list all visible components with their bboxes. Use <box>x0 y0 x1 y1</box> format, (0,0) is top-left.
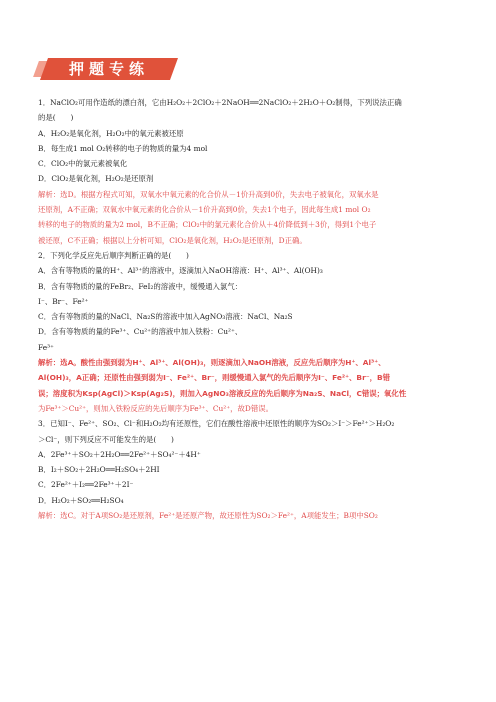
question-content <box>38 95 458 523</box>
q3-stem-line-2: ＞Cl⁻，则下列反应不可能发生的是( ) <box>38 434 174 444</box>
q1-option-d: D．ClO₂是氧化剂，H₂O₂是还原剂 <box>38 174 154 184</box>
q2-explanation-line-3: 误；溶度积为Ksp(AgCl)＞Ksp(Ag₂S)，则加入AgNO₃溶液反应的先后顺序为Na₂S、NaCl，C错误；氧化性 <box>38 388 407 398</box>
q2-option-a: A．含有等物质的量的H⁺、Al³⁺的溶液中，逐滴加入NaOH溶液：H⁺、Al³⁺、Al(OH)₃ <box>38 266 323 276</box>
q1-stem-line-2: 的是( ) <box>38 113 74 123</box>
q1-explanation-line-1: 解析：选D。根据方程式可知，双氧水中氧元素的化合价从－1价升高到0价，失去电子被氧化，双氧水是 <box>38 189 379 199</box>
q3-option-a: A．2Fe³⁺＋SO₂＋2H₂O══2Fe²⁺＋SO₄²⁻＋4H⁺ <box>38 449 201 459</box>
q3-stem-line-1: 3．已知I⁻、Fe²⁺、SO₂、Cl⁻和H₂O₂均有还原性，它们在酸性溶液中还原性的顺序为SO₂＞I⁻＞Fe²⁺＞H₂O₂ <box>38 419 395 429</box>
q2-option-b: B．含有等物质的量的FeBr₂、FeI₂的溶液中，缓慢通入氯气： <box>38 281 243 291</box>
q1-option-c: C．ClO₂中的氯元素被氧化 <box>38 159 128 169</box>
q3-option-b: B．I₂＋SO₂＋2H₂O══H₂SO₄＋2HI <box>38 465 160 475</box>
q3-option-c: C．2Fe²⁺＋I₂══2Fe³⁺＋2I⁻ <box>38 480 134 490</box>
q1-option-a: A．H₂O₂是氧化剂，H₂O₂中的氧元素被还原 <box>38 128 184 138</box>
q1-explanation-line-2: 还原剂，A不正确；双氧水中氧元素的化合价从－1价升高到0价，失去1个电子，因此每生成1 mol O₂ <box>38 205 371 215</box>
q1-stem-line-1: 1．NaClO₂可用作造纸的漂白剂，它由H₂O₂＋2ClO₂＋2NaOH══2NaClO₂＋2H₂O＋O₂制得，下列说法正确 <box>38 98 402 107</box>
q2-option-d-cont: Fe³⁺ <box>38 342 54 352</box>
q1-explanation-line-4: 被还原，C不正确；根据以上分析可知，ClO₂是氧化剂，H₂O₂是还原剂，D正确。 <box>38 235 307 245</box>
q2-explanation-line-4: 为Fe³⁺＞Cu²⁺，则加入铁粉反应的先后顺序为Fe³⁺、Cu²⁺，故D错误。 <box>38 403 274 413</box>
q2-option-d: D．含有等物质的量的Fe³⁺、Cu²⁺的溶液中加入铁粉：Cu²⁺、 <box>38 327 243 337</box>
q2-explanation-line-1: 解析：选A。酸性由强到弱为H⁺、Al³⁺、Al(OH)₃，则逐滴加入NaOH溶液，反应先后顺序为H⁺、Al³⁺、 <box>38 358 386 368</box>
q3-explanation-line-1: 解析：选C。对于A项SO₂是还原剂，Fe²⁺是还原产物，故还原性为SO₂＞Fe²⁺，A项能发生；B项中SO₂ <box>38 511 378 521</box>
q3-option-d: D．H₂O₂＋SO₂══H₂SO₄ <box>38 495 124 505</box>
q2-stem: 2．下列化学反应先后顺序判断正确的是( ) <box>38 250 189 260</box>
q1-explanation-line-3: 转移的电子的物质的量为2 mol，B不正确；ClO₂中的氯元素化合价从＋4价降低到＋3价，得到1个电子 <box>38 220 377 230</box>
q2-explanation-line-2: Al(OH)₃，A正确；还原性由强到弱为I⁻、Fe²⁺、Br⁻，则缓慢通入氯气的先后顺序为I⁻、Fe²⁺、Br⁻，B错 <box>38 373 391 383</box>
q2-option-b-cont: I⁻、Br⁻、Fe²⁺ <box>38 296 89 306</box>
banner-title: 押题专练 <box>68 60 149 78</box>
q1-option-b: B．每生成1 mol O₂转移的电子的物质的量为4 mol <box>38 143 208 153</box>
section-banner <box>38 58 180 80</box>
q2-option-c: C．含有等物质的量的NaCl、Na₂S的溶液中加入AgNO₃溶液：NaCl、Na₂S <box>38 312 293 322</box>
